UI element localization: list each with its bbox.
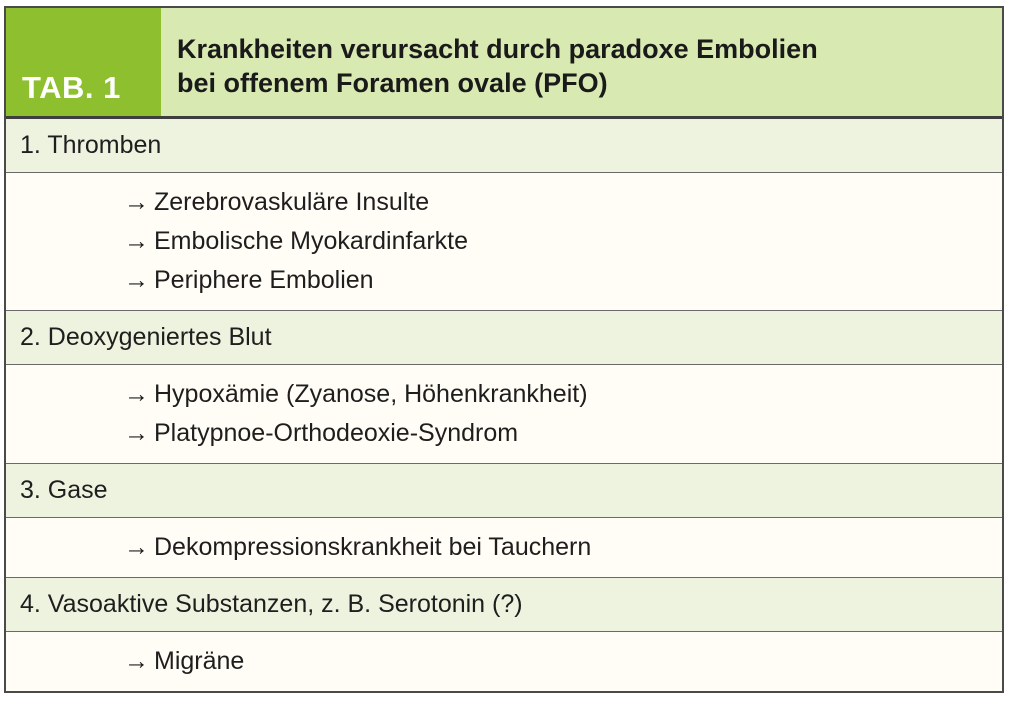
table-header	[6, 8, 1002, 119]
list-item-text: Dekompressionskrankheit bei Tauchern	[154, 533, 592, 561]
list-item-text: Periphere Embolien	[154, 266, 374, 294]
list-item	[124, 261, 1002, 300]
list-item-text: Platypnoe-Orthodeoxie-Syndrom	[154, 419, 519, 447]
items-row	[6, 518, 1002, 578]
table-title-line-2: bei offenem Foramen ovale (PFO)	[177, 68, 608, 98]
arrow-right-icon: →	[124, 380, 149, 408]
list-item	[124, 528, 1002, 567]
list-item	[124, 642, 1002, 681]
list-item-text: Migräne	[154, 647, 245, 675]
arrow-right-icon: →	[124, 419, 149, 447]
items-row	[6, 632, 1002, 691]
arrow-right-icon: →	[124, 188, 149, 216]
list-item	[124, 183, 1002, 222]
items-row	[6, 365, 1002, 464]
table-title-line-1: Krankheiten verursacht durch paradoxe Embolien	[177, 34, 818, 64]
table-number-label: TAB. 1	[6, 8, 161, 116]
arrow-right-icon: →	[124, 647, 149, 675]
table-title	[161, 8, 1002, 116]
list-item	[124, 414, 1002, 453]
list-item	[124, 222, 1002, 261]
list-item-text: Hypoxämie (Zyanose, Höhenkrankheit)	[154, 380, 588, 408]
pfo-table	[4, 6, 1004, 693]
arrow-right-icon: →	[124, 227, 149, 255]
arrow-right-icon: →	[124, 533, 149, 561]
arrow-right-icon: →	[124, 266, 149, 294]
category-row: 4. Vasoaktive Substanzen, z. B. Serotonin (?)	[6, 578, 1002, 632]
category-row: 1. Thromben	[6, 119, 1002, 173]
list-item	[124, 375, 1002, 414]
items-row	[6, 173, 1002, 311]
category-row: 2. Deoxygeniertes Blut	[6, 311, 1002, 365]
category-row: 3. Gase	[6, 464, 1002, 518]
list-item-text: Embolische Myokardinfarkte	[154, 227, 469, 255]
list-item-text: Zerebrovaskuläre Insulte	[154, 188, 430, 216]
